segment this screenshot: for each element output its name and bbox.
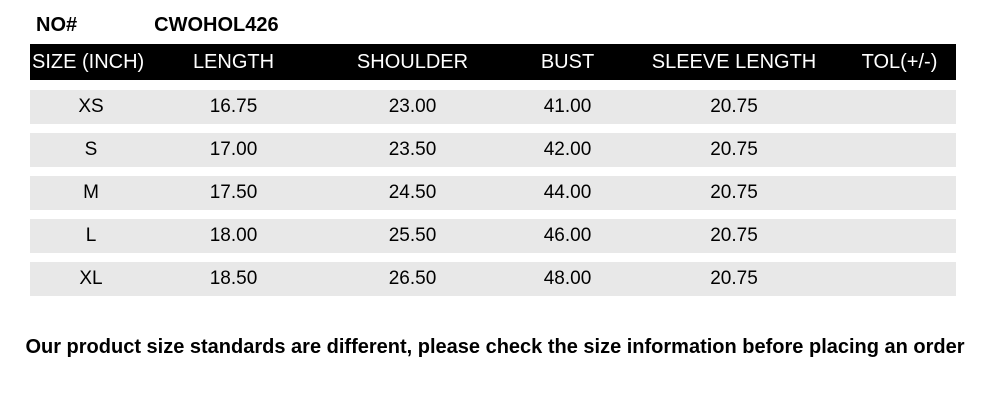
table-row bbox=[30, 262, 956, 296]
sleeve-length-cell: 20.75 bbox=[710, 225, 758, 246]
size-cell: S bbox=[84, 139, 98, 160]
table-row bbox=[30, 176, 956, 210]
shoulder-cell: 23.00 bbox=[388, 96, 437, 117]
size-cell: L bbox=[85, 225, 97, 246]
length-cell: 18.00 bbox=[209, 225, 258, 246]
table-row bbox=[30, 133, 956, 167]
shoulder-cell: 24.50 bbox=[388, 182, 437, 203]
header-bust: BUST bbox=[540, 50, 595, 73]
sleeve-length-cell: 20.75 bbox=[710, 139, 758, 160]
header-sleeve-length: SLEEVE LENGTH bbox=[651, 50, 817, 73]
size-note: Our product size standards are different, please check the size information before placing an order bbox=[25, 336, 965, 358]
table-row bbox=[30, 90, 956, 124]
shoulder-cell: 23.50 bbox=[388, 139, 437, 160]
product-number-value: CWOHOL426 bbox=[154, 14, 279, 36]
bust-cell: 46.00 bbox=[543, 225, 592, 246]
length-cell: 18.50 bbox=[209, 268, 258, 289]
shoulder-cell: 26.50 bbox=[388, 268, 437, 289]
size-chart-table bbox=[30, 44, 956, 296]
size-cell: XL bbox=[79, 268, 103, 289]
bust-cell: 41.00 bbox=[543, 96, 592, 117]
header-tol: TOL(+/-) bbox=[861, 50, 938, 73]
size-cell: XS bbox=[78, 96, 104, 117]
length-cell: 17.50 bbox=[209, 182, 258, 203]
bust-cell: 44.00 bbox=[543, 182, 592, 203]
bust-cell: 42.00 bbox=[543, 139, 592, 160]
sleeve-length-cell: 20.75 bbox=[710, 268, 758, 289]
product-number-line bbox=[36, 15, 990, 35]
table-header-row bbox=[30, 44, 956, 80]
shoulder-cell: 25.50 bbox=[388, 225, 437, 246]
sleeve-length-cell: 20.75 bbox=[710, 96, 758, 117]
sleeve-length-cell: 20.75 bbox=[710, 182, 758, 203]
product-number-label: NO# bbox=[36, 14, 78, 36]
table-row bbox=[30, 219, 956, 253]
size-cell: M bbox=[83, 182, 99, 203]
length-cell: 16.75 bbox=[209, 96, 258, 117]
header-shoulder: SHOULDER bbox=[356, 50, 469, 73]
header-size: SIZE (INCH) bbox=[32, 50, 145, 73]
bust-cell: 48.00 bbox=[543, 268, 592, 289]
length-cell: 17.00 bbox=[209, 139, 258, 160]
header-length: LENGTH bbox=[192, 50, 275, 73]
